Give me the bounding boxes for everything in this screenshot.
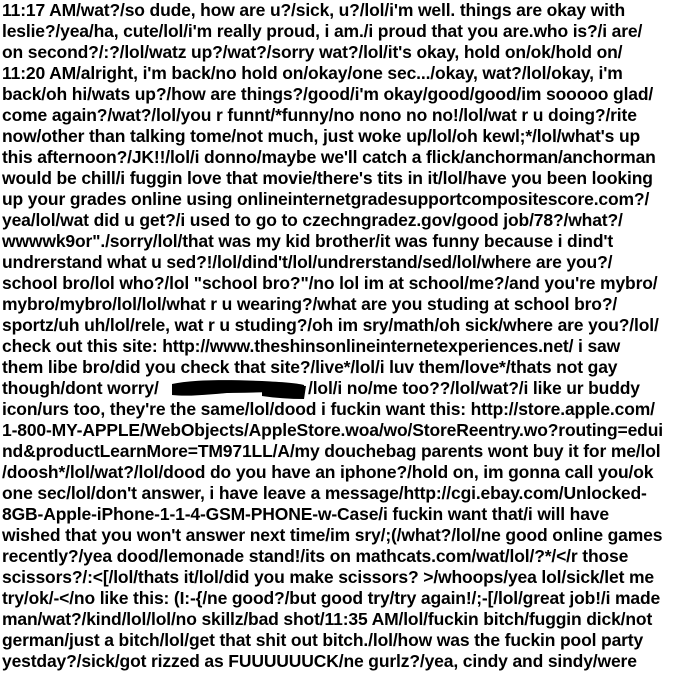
- text-line-20: icon/urs too, they're the same/lol/dood i fuckin want this: http://store.apple.com/: [2, 399, 655, 419]
- text-line-23: /doosh*/lol/wat?/lol/dood do you have an iphone?/hold on, im gonna call you/ok: [2, 462, 654, 482]
- text-line-30: man/wat?/kind/lol/lol/no skillz/bad shot/11:35 AM/lol/fuckin bitch/fuggin dick/not: [2, 609, 653, 629]
- text-line-1: 11:17 AM/wat?/so dude, how are u?/sick, u?/lol/i'm well. things are okay with: [2, 0, 626, 20]
- text-line-5: back/oh hi/wats up?/how are things?/good/i'm okay/good/good/im sooooo glad/: [2, 84, 654, 104]
- text-line-16: sportz/uh uh/lol/rele, wat r u studing?/oh im sry/math/oh sick/where are you?/lol/: [2, 315, 659, 335]
- text-line-17: check out this site: http://www.theshinsonlineinternetexperiences.net/ i saw: [2, 336, 621, 356]
- text-line-24: one sec/lol/don't answer, i have leave a message/http://cgi.ebay.com/Unlocked-: [2, 483, 647, 503]
- text-line-10: up your grades online using onlineinternetgradesupportcompositescore.com?/: [2, 189, 650, 209]
- text-line-22: nd&productLearnMore=TM971LL/A/my douchebag parents wont buy it for me/lol: [2, 441, 661, 461]
- text-line-28: scissors?/:<[/lol/thats it/lol/did you make scissors? >/whoops/yea lol/sick/let me: [2, 567, 654, 587]
- text-line-11: yea/lol/wat did u get?/i used to go to czechngradez.gov/good job/78?/what?/: [2, 210, 623, 230]
- text-line-3: on second?/:?/lol/watz up?/wat?/sorry wat?/lol/it's okay, hold on/ok/hold on/: [2, 42, 623, 62]
- text-line-27: recently?/yea dood/lemonade stand!/its on mathcats.com/wat/lol/?*/</r those: [2, 546, 629, 566]
- text-line-31: german/just a bitch/lol/get that shit out bitch./lol/how was the fuckin pool party: [2, 630, 644, 650]
- text-line-9: would be chill/i fuggin love that movie/there's tits in it/lol/have you been looking: [2, 168, 653, 188]
- text-line-2: leslie?/yea/ha, cute/lol/i'm really proud, i am./i proud that you are.who is?/i are/: [2, 21, 643, 41]
- text-line-12: wwwwk9or"./sorry/lol/that was my kid brother/it was funny because i dind't: [2, 231, 614, 251]
- text-line-19: though/dont worry/: [2, 378, 159, 398]
- text-line-7: now/other than talking tome/not much, just woke up/lol/oh kewl;*/lol/what's up: [2, 126, 641, 146]
- text-line-25: 8GB-Apple-iPhone-1-1-4-GSM-PHONE-w-Case/i fuckin want that/i will have: [2, 504, 609, 524]
- text-line-29: try/ok/-</no like this: (I:-{/ne good?/but good try/try again!/;-[/lol/great job!/i made: [2, 588, 661, 608]
- text-line-13: undrerstand what u sed?!/lol/dind't/lol/undrerstand/sed/lol/where are you?/: [2, 252, 613, 272]
- text-line-6: come again?/wat?/lol/you r funnt/*funny/no nono no no!/lol/wat r u doing?/rite: [2, 105, 637, 125]
- text-line-8: this afternoon?/JK!!/lol/i donno/maybe we'll catch a flick/anchorman/anchorman: [2, 147, 656, 167]
- text-line-21: 1-800-MY-APPLE/WebObjects/AppleStore.woa/wo/StoreReentry.wo?routing=edui: [2, 420, 663, 440]
- text-line-26: wished that you won't answer next time/im sry/;(/what?/lol/ne good online games: [2, 525, 663, 545]
- text-line-4: 11:20 AM/alright, i'm back/no hold on/okay/one sec.../okay, wat?/lol/okay, i'm: [2, 63, 623, 83]
- text-line-18: them libe bro/did you check that site?/live*/lol/i luv them/love*/thats not gay: [2, 357, 618, 377]
- text-line-32: yestday?/sick/got rizzed as FUUUUUUCK/ne gurlz?/yea, cindy and sindy/were: [2, 651, 637, 671]
- text-line-15: mybro/mybro/lol/lol/what r u wearing?/what are you studing at school bro?/: [2, 294, 618, 314]
- text-line-14: school bro/lol who?/lol "school bro?"/no lol im at school/me?/and you're mybro/: [2, 273, 658, 293]
- text-line-19-tail: /lol/i no/me too??/lol/wat?/i like ur buddy: [308, 378, 640, 398]
